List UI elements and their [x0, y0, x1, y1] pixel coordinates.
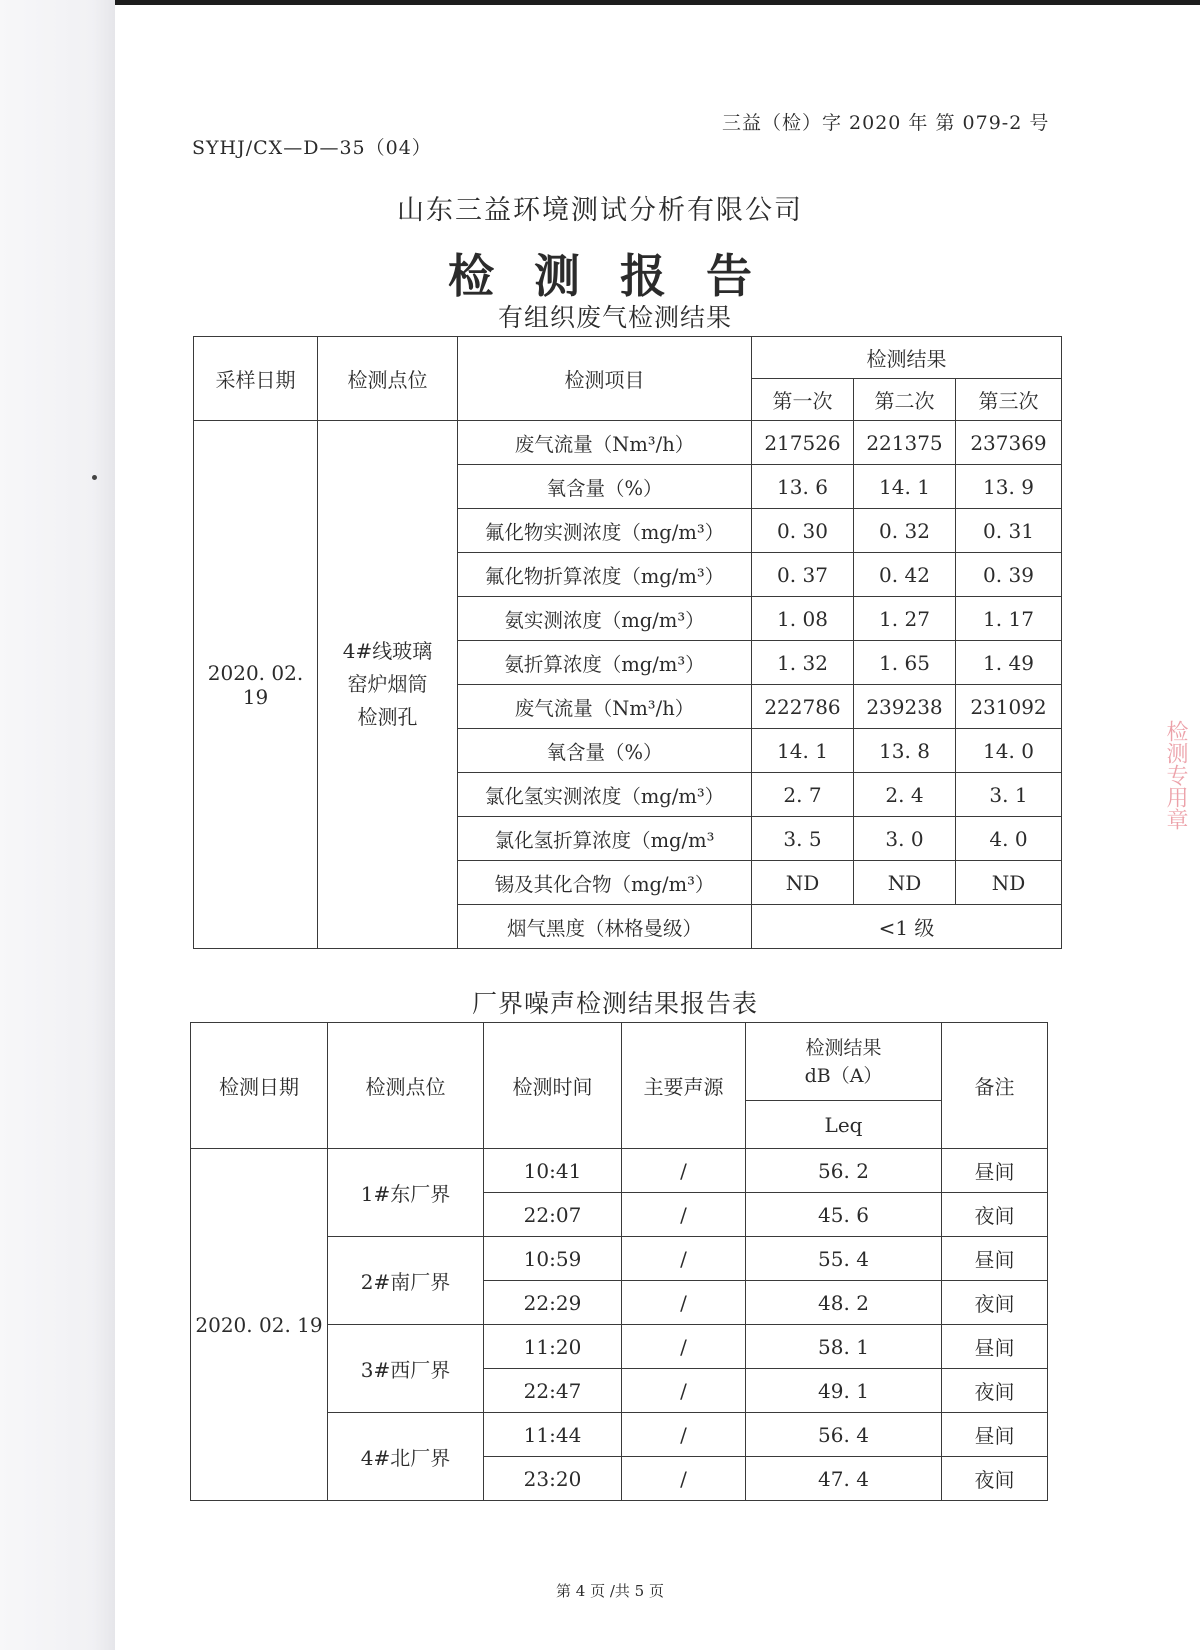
test-site: 4#北厂界 [328, 1413, 484, 1501]
result-run-1: 13. 6 [752, 465, 854, 509]
company-name: 山东三益环境测试分析有限公司 [397, 195, 803, 226]
report-title: 检测报告 [448, 249, 792, 303]
result-run-1: 0. 30 [752, 509, 854, 553]
test-time: 10:41 [484, 1149, 622, 1193]
test-item: 氨实测浓度（mg/m³） [458, 597, 752, 641]
table-row [194, 421, 1062, 465]
test-time: 11:20 [484, 1325, 622, 1369]
result-run-3: 3. 1 [956, 773, 1062, 817]
test-item: 氧含量（%） [458, 465, 752, 509]
main-source: / [622, 1149, 746, 1193]
test-date: 2020. 02. 19 [191, 1149, 328, 1501]
header-run-3: 第三次 [956, 379, 1062, 421]
remark: 夜间 [942, 1457, 1048, 1501]
result-run-2: 2. 4 [854, 773, 956, 817]
test-item: 氨折算浓度（mg/m³） [458, 641, 752, 685]
test-time: 22:47 [484, 1369, 622, 1413]
result-run-2: 239238 [854, 685, 956, 729]
remark: 夜间 [942, 1281, 1048, 1325]
remark: 昼间 [942, 1237, 1048, 1281]
test-time: 22:07 [484, 1193, 622, 1237]
main-source: / [622, 1325, 746, 1369]
result-run-1: 14. 1 [752, 729, 854, 773]
scan-top-edge [0, 0, 1200, 5]
leq-value: 55. 4 [746, 1237, 942, 1281]
sampling-site-line: 窑炉烟筒 [347, 672, 428, 696]
result-run-2: 0. 42 [854, 553, 956, 597]
result-run-3: 13. 9 [956, 465, 1062, 509]
result-run-2: 14. 1 [854, 465, 956, 509]
result-run-3: 1. 49 [956, 641, 1062, 685]
test-time: 22:29 [484, 1281, 622, 1325]
leq-value: 47. 4 [746, 1457, 942, 1501]
remark: 夜间 [942, 1369, 1048, 1413]
result-run-2: 13. 8 [854, 729, 956, 773]
result-run-2: 1. 27 [854, 597, 956, 641]
result-run-1: 2. 7 [752, 773, 854, 817]
main-source: / [622, 1457, 746, 1501]
header-run-2: 第二次 [854, 379, 956, 421]
result-run-1: 3. 5 [752, 817, 854, 861]
result-run-3: 0. 31 [956, 509, 1062, 553]
result-run-1: 1. 08 [752, 597, 854, 641]
test-item: 锡及其化合物（mg/m³） [458, 861, 752, 905]
header-leq: Leq [746, 1101, 942, 1149]
header-item: 检测项目 [458, 337, 752, 421]
result-run-3: 231092 [956, 685, 1062, 729]
result-run-3: 14. 0 [956, 729, 1062, 773]
test-item: 氧含量（%） [458, 729, 752, 773]
result-run-1: 222786 [752, 685, 854, 729]
main-source: / [622, 1369, 746, 1413]
remark: 昼间 [942, 1325, 1048, 1369]
result-run-1: 217526 [752, 421, 854, 465]
table-row [191, 1149, 1048, 1193]
result-run-3: 4. 0 [956, 817, 1062, 861]
remark: 昼间 [942, 1149, 1048, 1193]
result-run-3: 237369 [956, 421, 1062, 465]
header-test-date: 检测日期 [191, 1023, 328, 1149]
main-source: / [622, 1237, 746, 1281]
leq-value: 56. 4 [746, 1413, 942, 1457]
seal-stamp-fragment: 检测专用章 [1163, 720, 1188, 830]
remark: 夜间 [942, 1193, 1048, 1237]
noise-results-table [190, 1022, 1048, 1501]
test-time: 10:59 [484, 1237, 622, 1281]
result-run-3: 0. 39 [956, 553, 1062, 597]
exhaust-table-title: 有组织废气检测结果 [497, 303, 732, 332]
result-run-1: ND [752, 861, 854, 905]
test-site: 2#南厂界 [328, 1237, 484, 1325]
document-code: SYHJ/CX—D—35（04） [192, 137, 432, 159]
page-number: 第 4 页 /共 5 页 [556, 1582, 664, 1600]
leq-value: 49. 1 [746, 1369, 942, 1413]
header-site: 检测点位 [318, 337, 458, 421]
result-run-1: 0. 37 [752, 553, 854, 597]
sampling-site [318, 421, 458, 949]
test-time: 11:44 [484, 1413, 622, 1457]
header-noise-unit: dB（A） [804, 1064, 883, 1087]
exhaust-results-table [193, 336, 1062, 949]
report-reference-number: 三益（检）字 2020 年 第 079-2 号 [722, 112, 1050, 134]
test-item: 氟化物实测浓度（mg/m³） [458, 509, 752, 553]
leq-value: 58. 1 [746, 1325, 942, 1369]
test-time: 23:20 [484, 1457, 622, 1501]
result-run-2: 3. 0 [854, 817, 956, 861]
result-run-2: 221375 [854, 421, 956, 465]
sampling-site-line: 4#线玻璃 [342, 639, 433, 663]
test-item: 氯化氢实测浓度（mg/m³） [458, 773, 752, 817]
noise-table-title: 厂界噪声检测结果报告表 [471, 989, 758, 1018]
result-run-2: 1. 65 [854, 641, 956, 685]
test-item: 氟化物折算浓度（mg/m³） [458, 553, 752, 597]
result-run-2: ND [854, 861, 956, 905]
header-noise-results [746, 1023, 942, 1101]
main-source: / [622, 1413, 746, 1457]
leq-value: 56. 2 [746, 1149, 942, 1193]
result-run-3: 1. 17 [956, 597, 1062, 641]
test-item: 废气流量（Nm³/h） [458, 685, 752, 729]
leq-value: 48. 2 [746, 1281, 942, 1325]
header-sampling-date: 采样日期 [194, 337, 318, 421]
sampling-site-line: 检测孔 [357, 705, 418, 729]
header-run-1: 第一次 [752, 379, 854, 421]
result-run-1: 1. 32 [752, 641, 854, 685]
test-item: 废气流量（Nm³/h） [458, 421, 752, 465]
result-run-3: ND [956, 861, 1062, 905]
test-site: 3#西厂界 [328, 1325, 484, 1413]
remark: 昼间 [942, 1413, 1048, 1457]
header-test-site: 检测点位 [328, 1023, 484, 1149]
header-results: 检测结果 [752, 337, 1062, 379]
leq-value: 45. 6 [746, 1193, 942, 1237]
test-site: 1#东厂界 [328, 1149, 484, 1237]
result-blackness: <1 级 [752, 905, 1062, 949]
main-source: / [622, 1281, 746, 1325]
test-item: 氯化氢折算浓度（mg/m³ [458, 817, 752, 861]
main-source: / [622, 1193, 746, 1237]
result-run-2: 0. 32 [854, 509, 956, 553]
header-remark: 备注 [942, 1023, 1048, 1149]
header-test-time: 检测时间 [484, 1023, 622, 1149]
scan-speck [92, 475, 97, 480]
sampling-date: 2020. 02. 19 [194, 421, 318, 949]
header-main-source: 主要声源 [622, 1023, 746, 1149]
test-item-blackness: 烟气黑度（林格曼级） [458, 905, 752, 949]
header-noise-results-label: 检测结果 [805, 1036, 882, 1059]
